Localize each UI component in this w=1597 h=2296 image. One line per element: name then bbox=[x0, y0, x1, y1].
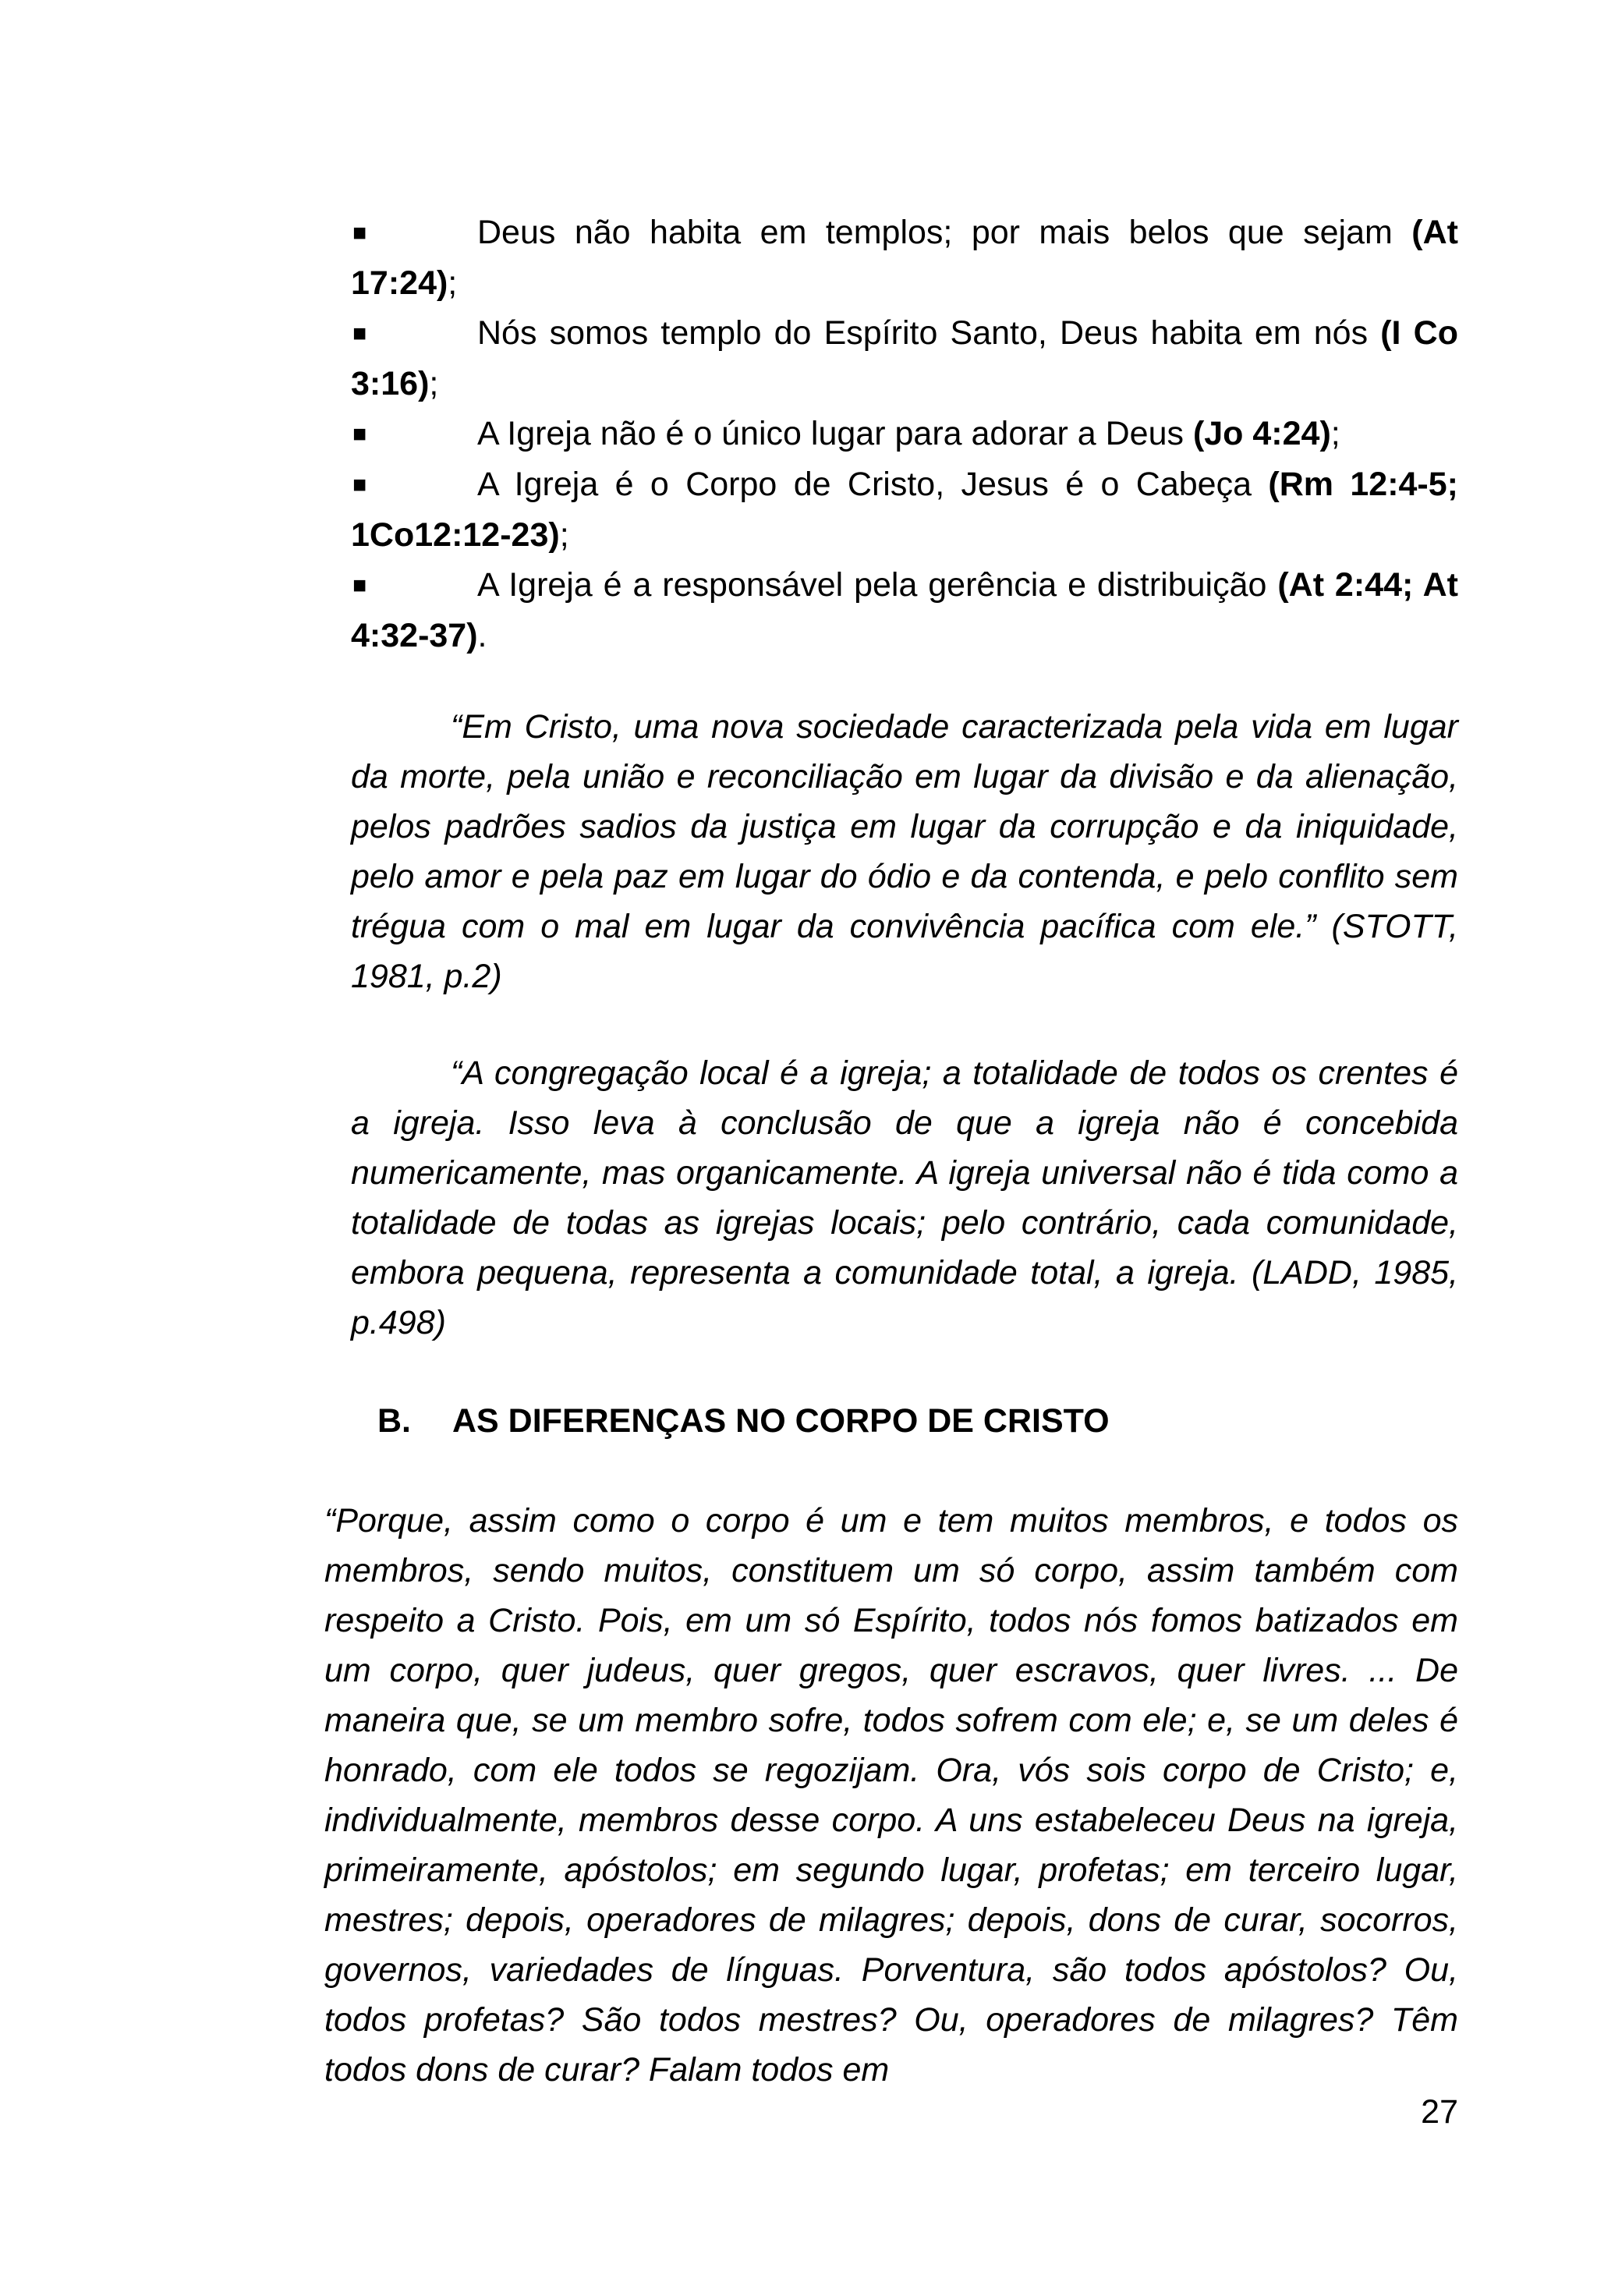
section-heading bbox=[377, 1396, 1110, 1446]
bible-reference: (At 17:24) bbox=[351, 214, 1458, 302]
page-number: 27 bbox=[1421, 2093, 1458, 2131]
square-bullet-icon: ■ bbox=[352, 220, 367, 246]
bible-reference: (Rm 12:4-5; 1Co12:12-23) bbox=[351, 466, 1458, 554]
list-item-text: Deus não habita em templos; por mais belos que sejam bbox=[477, 214, 1412, 251]
section-title: AS DIFERENÇAS NO CORPO DE CRISTO bbox=[452, 1402, 1110, 1440]
section-letter: B. bbox=[377, 1402, 411, 1440]
list-item-punct: ; bbox=[429, 365, 439, 402]
ladd-quote: “A congregação local é a igreja; a totalidade de todos os crentes é a igreja. Isso leva à conclusão de que a igreja não é concebida numericamente, mas organicamente. A igreja universal não é tida como a totalidade de todas as igrejas locais; pelo contrário, cada comunidade, embora pequena, representa a comunidade total, a igreja. (LADD, 1985, p.498) bbox=[351, 1054, 1458, 1341]
list-item bbox=[351, 560, 1458, 661]
bible-reference: (At 2:44; At 4:32-37) bbox=[351, 566, 1458, 654]
list-item-text: A Igreja é o Corpo de Cristo, Jesus é o Cabeça bbox=[477, 466, 1269, 503]
square-bullet-icon: ■ bbox=[352, 572, 367, 598]
stott-quote: “Em Cristo, uma nova sociedade caracterizada pela vida em lugar da morte, pela união e reconciliação em lugar da divisão e da alienação, pelos padrões sadios da justiça em lugar da corrupção e da iniquidade, pelo amor e pela paz em lugar do ódio e da contenda, e pelo conflito sem trégua com o mal em lugar da convivência pacífica com ele.” (STOTT, 1981, p.2) bbox=[351, 708, 1458, 995]
list-item-punct: ; bbox=[1330, 415, 1340, 452]
list-item-punct: . bbox=[477, 617, 487, 654]
list-item bbox=[351, 459, 1458, 560]
square-bullet-icon: ■ bbox=[352, 421, 367, 447]
bible-reference: (Jo 4:24) bbox=[1192, 415, 1331, 452]
list-item-punct: ; bbox=[448, 264, 458, 302]
list-item bbox=[351, 409, 1458, 459]
square-bullet-icon: ■ bbox=[352, 321, 367, 346]
scripture-quote: “Porque, assim como o corpo é um e tem muitos membros, e todos os membros, sendo muitos, constituem um só corpo, assim também com respeito a Cristo. Pois, em um só Espírito, todos nós fomos batizados em um corpo, quer judeus, quer gregos, quer escravos, quer livres. ... De maneira que, se um membro sofre, todos sofrem com ele; e, se um deles é honrado, com ele todos se regozijam. Ora, vós sois corpo de Cristo; e, individualmente, membros desse corpo. A uns estabeleceu Deus na igreja, primeiramente, apóstolos; em segundo lugar, profetas; em terceiro lugar, mestres; depois, operadores de milagres; depois, dons de curar, socorros, governos, variedades de línguas. Porventura, são todos apóstolos? Ou, todos profetas? São todos mestres? Ou, operadores de milagres? Têm todos dons de curar? Falam todos em bbox=[324, 1502, 1458, 2089]
list-item bbox=[351, 207, 1458, 308]
list-item-punct: ; bbox=[559, 516, 569, 554]
list-item bbox=[351, 308, 1458, 409]
list-item-text: Nós somos templo do Espírito Santo, Deus habita em nós bbox=[477, 314, 1381, 352]
list-item-text: A Igreja é a responsável pela gerência e distribuição bbox=[477, 566, 1278, 604]
square-bullet-icon: ■ bbox=[352, 472, 367, 498]
list-item-text: A Igreja não é o único lugar para adorar a Deus bbox=[477, 415, 1193, 452]
bullet-list bbox=[351, 207, 1458, 661]
bible-reference: (I Co 3:16) bbox=[351, 314, 1458, 402]
